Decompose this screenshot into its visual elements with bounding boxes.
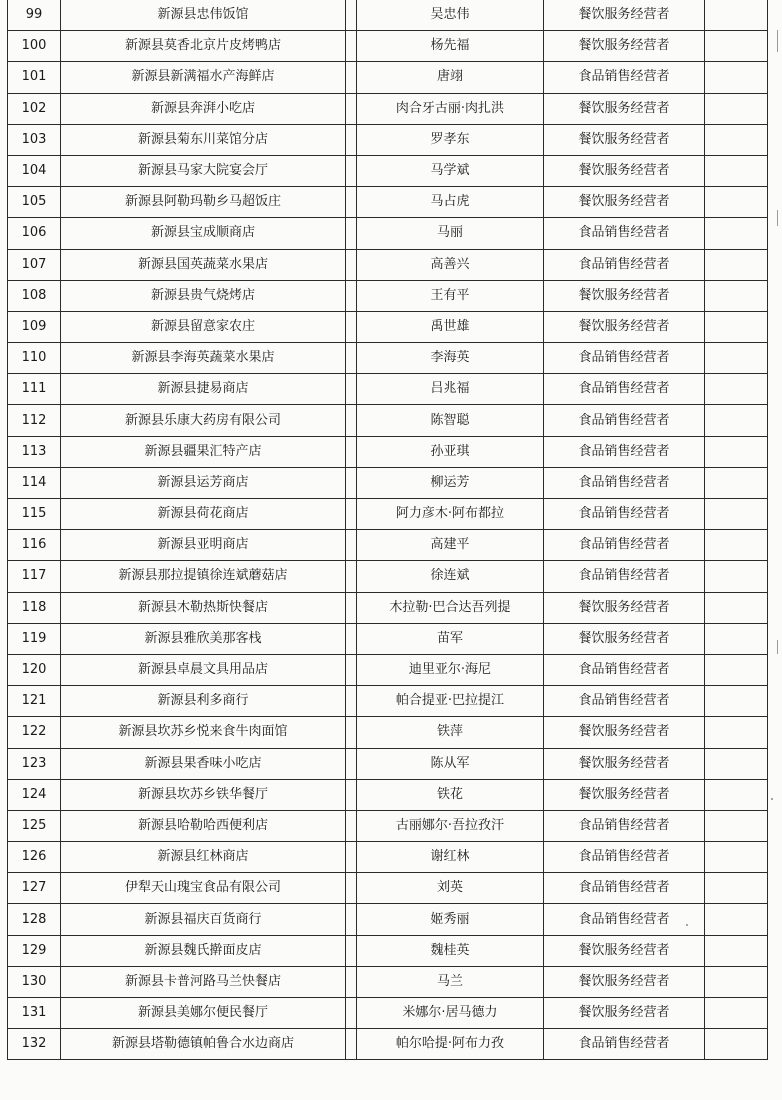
table-row: [8, 62, 768, 93]
row-number-cell: 106: [8, 218, 61, 249]
blank-cell: [705, 218, 768, 249]
operator-type-cell: 餐饮服务经营者: [544, 623, 705, 654]
row-number-cell: 125: [8, 810, 61, 841]
business-name-cell: 新源县乐康大药房有限公司: [61, 405, 346, 436]
business-name-cell: 新源县马家大院宴会厅: [61, 155, 346, 186]
blank-cell: [705, 998, 768, 1029]
operator-type-cell: 食品销售经营者: [544, 873, 705, 904]
table-row: [8, 499, 768, 530]
operator-name-cell: 迪里亚尔·海尼: [357, 654, 544, 685]
spacer-cell: [346, 561, 357, 592]
operator-name-cell: 马丽: [357, 218, 544, 249]
operator-name-cell: 高建平: [357, 530, 544, 561]
blank-cell: [705, 654, 768, 685]
operator-type-cell: 食品销售经营者: [544, 904, 705, 935]
operator-name-cell: 米娜尔·居马德力: [357, 998, 544, 1029]
operator-name-cell: 杨先福: [357, 31, 544, 62]
operator-name-cell: 王有平: [357, 280, 544, 311]
operator-type-cell: 餐饮服务经营者: [544, 966, 705, 997]
operator-type-cell: 食品销售经营者: [544, 561, 705, 592]
blank-cell: [705, 280, 768, 311]
operator-name-cell: 铁萍: [357, 717, 544, 748]
table-row: [8, 31, 768, 62]
spacer-cell: [346, 717, 357, 748]
row-number-cell: 114: [8, 467, 61, 498]
operator-name-cell: 唐翊: [357, 62, 544, 93]
table-row: [8, 218, 768, 249]
spacer-cell: [346, 374, 357, 405]
operator-type-cell: 餐饮服务经营者: [544, 717, 705, 748]
operator-type-cell: 餐饮服务经营者: [544, 187, 705, 218]
operator-name-cell: 铁花: [357, 779, 544, 810]
blank-cell: [705, 904, 768, 935]
operator-type-cell: 餐饮服务经营者: [544, 280, 705, 311]
blank-cell: [705, 873, 768, 904]
business-name-cell: 新源县李海英蔬菜水果店: [61, 343, 346, 374]
row-number-cell: 103: [8, 124, 61, 155]
table-row: [8, 561, 768, 592]
scan-speck: [771, 798, 773, 800]
spacer-cell: [346, 592, 357, 623]
spacer-cell: [346, 467, 357, 498]
spacer-cell: [346, 842, 357, 873]
register-table-wrapper: [7, 0, 763, 1060]
register-table-body: [8, 0, 768, 1060]
blank-cell: [705, 62, 768, 93]
spacer-cell: [346, 810, 357, 841]
spacer-cell: [346, 1029, 357, 1060]
blank-cell: [705, 748, 768, 779]
blank-cell: [705, 842, 768, 873]
table-row: [8, 124, 768, 155]
table-row: [8, 904, 768, 935]
business-name-cell: 新源县运芳商店: [61, 467, 346, 498]
row-number-cell: 104: [8, 155, 61, 186]
spacer-cell: [346, 530, 357, 561]
spacer-cell: [346, 499, 357, 530]
operator-name-cell: 禹世雄: [357, 311, 544, 342]
operator-type-cell: 餐饮服务经营者: [544, 748, 705, 779]
row-number-cell: 127: [8, 873, 61, 904]
operator-type-cell: 餐饮服务经营者: [544, 31, 705, 62]
blank-cell: [705, 31, 768, 62]
table-row: [8, 935, 768, 966]
business-name-cell: 新源县捷易商店: [61, 374, 346, 405]
operator-name-cell: 陈从军: [357, 748, 544, 779]
spacer-cell: [346, 31, 357, 62]
spacer-cell: [346, 343, 357, 374]
table-row: [8, 717, 768, 748]
operator-name-cell: 马占虎: [357, 187, 544, 218]
right-edge-mark: [777, 640, 778, 654]
business-name-cell: 新源县福庆百货商行: [61, 904, 346, 935]
business-name-cell: 新源县荷花商店: [61, 499, 346, 530]
row-number-cell: 107: [8, 249, 61, 280]
operator-name-cell: 古丽娜尔·吾拉孜汗: [357, 810, 544, 841]
spacer-cell: [346, 436, 357, 467]
business-name-cell: 新源县红林商店: [61, 842, 346, 873]
row-number-cell: 121: [8, 686, 61, 717]
spacer-cell: [346, 249, 357, 280]
operator-type-cell: 食品销售经营者: [544, 810, 705, 841]
operator-type-cell: 食品销售经营者: [544, 436, 705, 467]
spacer-cell: [346, 62, 357, 93]
operator-type-cell: 食品销售经营者: [544, 842, 705, 873]
row-number-cell: 126: [8, 842, 61, 873]
business-name-cell: 伊犁天山瑰宝食品有限公司: [61, 873, 346, 904]
blank-cell: [705, 436, 768, 467]
table-row: [8, 374, 768, 405]
blank-cell: [705, 124, 768, 155]
operator-name-cell: 谢红林: [357, 842, 544, 873]
table-row: [8, 249, 768, 280]
business-name-cell: 新源县美娜尔便民餐厅: [61, 998, 346, 1029]
row-number-cell: 117: [8, 561, 61, 592]
operator-type-cell: 餐饮服务经营者: [544, 779, 705, 810]
operator-name-cell: 陈智聪: [357, 405, 544, 436]
business-name-cell: 新源县木勒热斯快餐店: [61, 592, 346, 623]
blank-cell: [705, 966, 768, 997]
spacer-cell: [346, 779, 357, 810]
operator-type-cell: 食品销售经营者: [544, 343, 705, 374]
operator-type-cell: 食品销售经营者: [544, 249, 705, 280]
blank-cell: [705, 343, 768, 374]
operator-type-cell: 食品销售经营者: [544, 1029, 705, 1060]
business-name-cell: 新源县菊东川菜馆分店: [61, 124, 346, 155]
spacer-cell: [346, 966, 357, 997]
blank-cell: [705, 249, 768, 280]
row-number-cell: 115: [8, 499, 61, 530]
spacer-cell: [346, 935, 357, 966]
operator-name-cell: 苗军: [357, 623, 544, 654]
operator-name-cell: 马兰: [357, 966, 544, 997]
operator-type-cell: 餐饮服务经营者: [544, 592, 705, 623]
row-number-cell: 99: [8, 0, 61, 31]
table-row: [8, 1029, 768, 1060]
blank-cell: [705, 686, 768, 717]
blank-cell: [705, 530, 768, 561]
row-number-cell: 119: [8, 623, 61, 654]
spacer-cell: [346, 280, 357, 311]
blank-cell: [705, 1029, 768, 1060]
row-number-cell: 128: [8, 904, 61, 935]
operator-type-cell: 食品销售经营者: [544, 62, 705, 93]
table-row: [8, 998, 768, 1029]
table-row: [8, 966, 768, 997]
row-number-cell: 112: [8, 405, 61, 436]
blank-cell: [705, 311, 768, 342]
operator-name-cell: 肉合牙古丽·肉扎洪: [357, 93, 544, 124]
business-name-cell: 新源县国英蔬菜水果店: [61, 249, 346, 280]
blank-cell: [705, 467, 768, 498]
table-row: [8, 748, 768, 779]
operator-name-cell: 吴忠伟: [357, 0, 544, 31]
operator-type-cell: 餐饮服务经营者: [544, 935, 705, 966]
spacer-cell: [346, 0, 357, 31]
operator-name-cell: 木拉勒·巴合达吾列提: [357, 592, 544, 623]
operator-type-cell: 餐饮服务经营者: [544, 311, 705, 342]
table-row: [8, 93, 768, 124]
row-number-cell: 122: [8, 717, 61, 748]
table-row: [8, 686, 768, 717]
spacer-cell: [346, 873, 357, 904]
business-name-cell: 新源县那拉提镇徐连斌蘑菇店: [61, 561, 346, 592]
blank-cell: [705, 592, 768, 623]
operator-type-cell: 食品销售经营者: [544, 467, 705, 498]
table-row: [8, 873, 768, 904]
business-name-cell: 新源县宝成顺商店: [61, 218, 346, 249]
right-edge-mark: [777, 30, 778, 52]
business-name-cell: 新源县卓晨文具用品店: [61, 654, 346, 685]
blank-cell: [705, 810, 768, 841]
business-name-cell: 新源县果香味小吃店: [61, 748, 346, 779]
scan-speck: [686, 924, 688, 926]
business-name-cell: 新源县疆果汇特产店: [61, 436, 346, 467]
operator-name-cell: 帕合提亚·巴拉提江: [357, 686, 544, 717]
blank-cell: [705, 93, 768, 124]
spacer-cell: [346, 124, 357, 155]
business-name-cell: 新源县坎苏乡铁华餐厅: [61, 779, 346, 810]
business-name-cell: 新源县亚明商店: [61, 530, 346, 561]
operator-type-cell: 餐饮服务经营者: [544, 124, 705, 155]
row-number-cell: 118: [8, 592, 61, 623]
spacer-cell: [346, 686, 357, 717]
blank-cell: [705, 935, 768, 966]
operator-name-cell: 阿力彦木·阿布都拉: [357, 499, 544, 530]
row-number-cell: 113: [8, 436, 61, 467]
register-table: [7, 0, 768, 1060]
spacer-cell: [346, 218, 357, 249]
row-number-cell: 116: [8, 530, 61, 561]
table-row: [8, 280, 768, 311]
table-row: [8, 779, 768, 810]
business-name-cell: 新源县奔湃小吃店: [61, 93, 346, 124]
operator-name-cell: 马学斌: [357, 155, 544, 186]
spacer-cell: [346, 998, 357, 1029]
table-row: [8, 592, 768, 623]
operator-name-cell: 孙亚琪: [357, 436, 544, 467]
blank-cell: [705, 717, 768, 748]
row-number-cell: 124: [8, 779, 61, 810]
blank-cell: [705, 499, 768, 530]
blank-cell: [705, 623, 768, 654]
table-row: [8, 810, 768, 841]
operator-name-cell: 李海英: [357, 343, 544, 374]
business-name-cell: 新源县坎苏乡悦来食牛肉面馆: [61, 717, 346, 748]
spacer-cell: [346, 748, 357, 779]
row-number-cell: 109: [8, 311, 61, 342]
table-row: [8, 311, 768, 342]
business-name-cell: 新源县哈勒哈西便利店: [61, 810, 346, 841]
operator-type-cell: 食品销售经营者: [544, 405, 705, 436]
operator-name-cell: 刘英: [357, 873, 544, 904]
spacer-cell: [346, 904, 357, 935]
right-edge-mark: [777, 210, 778, 226]
business-name-cell: 新源县阿勒玛勒乡马超饭庄: [61, 187, 346, 218]
blank-cell: [705, 779, 768, 810]
table-row: [8, 187, 768, 218]
row-number-cell: 110: [8, 343, 61, 374]
blank-cell: [705, 405, 768, 436]
operator-name-cell: 徐连斌: [357, 561, 544, 592]
row-number-cell: 130: [8, 966, 61, 997]
table-row: [8, 842, 768, 873]
business-name-cell: 新源县卡普河路马兰快餐店: [61, 966, 346, 997]
business-name-cell: 新源县雅欣美那客栈: [61, 623, 346, 654]
operator-type-cell: 食品销售经营者: [544, 654, 705, 685]
table-row: [8, 467, 768, 498]
table-row: [8, 436, 768, 467]
row-number-cell: 105: [8, 187, 61, 218]
spacer-cell: [346, 187, 357, 218]
operator-name-cell: 吕兆福: [357, 374, 544, 405]
operator-type-cell: 餐饮服务经营者: [544, 155, 705, 186]
spacer-cell: [346, 155, 357, 186]
row-number-cell: 111: [8, 374, 61, 405]
operator-type-cell: 食品销售经营者: [544, 530, 705, 561]
table-row: [8, 654, 768, 685]
business-name-cell: 新源县忠伟饭馆: [61, 0, 346, 31]
table-row: [8, 0, 768, 31]
table-row: [8, 623, 768, 654]
spacer-cell: [346, 93, 357, 124]
blank-cell: [705, 0, 768, 31]
business-name-cell: 新源县利多商行: [61, 686, 346, 717]
operator-name-cell: 罗孝东: [357, 124, 544, 155]
operator-type-cell: 餐饮服务经营者: [544, 998, 705, 1029]
operator-type-cell: 食品销售经营者: [544, 374, 705, 405]
spacer-cell: [346, 311, 357, 342]
operator-name-cell: 帕尔哈提·阿布力孜: [357, 1029, 544, 1060]
business-name-cell: 新源县留意家农庄: [61, 311, 346, 342]
operator-type-cell: 食品销售经营者: [544, 499, 705, 530]
operator-type-cell: 食品销售经营者: [544, 218, 705, 249]
business-name-cell: 新源县新满福水产海鲜店: [61, 62, 346, 93]
spacer-cell: [346, 405, 357, 436]
operator-type-cell: 食品销售经营者: [544, 686, 705, 717]
row-number-cell: 123: [8, 748, 61, 779]
row-number-cell: 132: [8, 1029, 61, 1060]
table-row: [8, 343, 768, 374]
blank-cell: [705, 561, 768, 592]
business-name-cell: 新源县塔勒德镇帕鲁合水边商店: [61, 1029, 346, 1060]
spacer-cell: [346, 654, 357, 685]
operator-name-cell: 姬秀丽: [357, 904, 544, 935]
business-name-cell: 新源县贵气烧烤店: [61, 280, 346, 311]
blank-cell: [705, 155, 768, 186]
row-number-cell: 131: [8, 998, 61, 1029]
operator-name-cell: 魏桂英: [357, 935, 544, 966]
spacer-cell: [346, 623, 357, 654]
business-name-cell: 新源县魏氏擀面皮店: [61, 935, 346, 966]
operator-type-cell: 餐饮服务经营者: [544, 93, 705, 124]
operator-name-cell: 高善兴: [357, 249, 544, 280]
table-row: [8, 405, 768, 436]
operator-type-cell: 餐饮服务经营者: [544, 0, 705, 31]
blank-cell: [705, 187, 768, 218]
row-number-cell: 129: [8, 935, 61, 966]
row-number-cell: 102: [8, 93, 61, 124]
table-row: [8, 530, 768, 561]
business-name-cell: 新源县莫香北京片皮烤鸭店: [61, 31, 346, 62]
operator-name-cell: 柳运芳: [357, 467, 544, 498]
blank-cell: [705, 374, 768, 405]
row-number-cell: 100: [8, 31, 61, 62]
row-number-cell: 108: [8, 280, 61, 311]
row-number-cell: 120: [8, 654, 61, 685]
row-number-cell: 101: [8, 62, 61, 93]
table-row: [8, 155, 768, 186]
